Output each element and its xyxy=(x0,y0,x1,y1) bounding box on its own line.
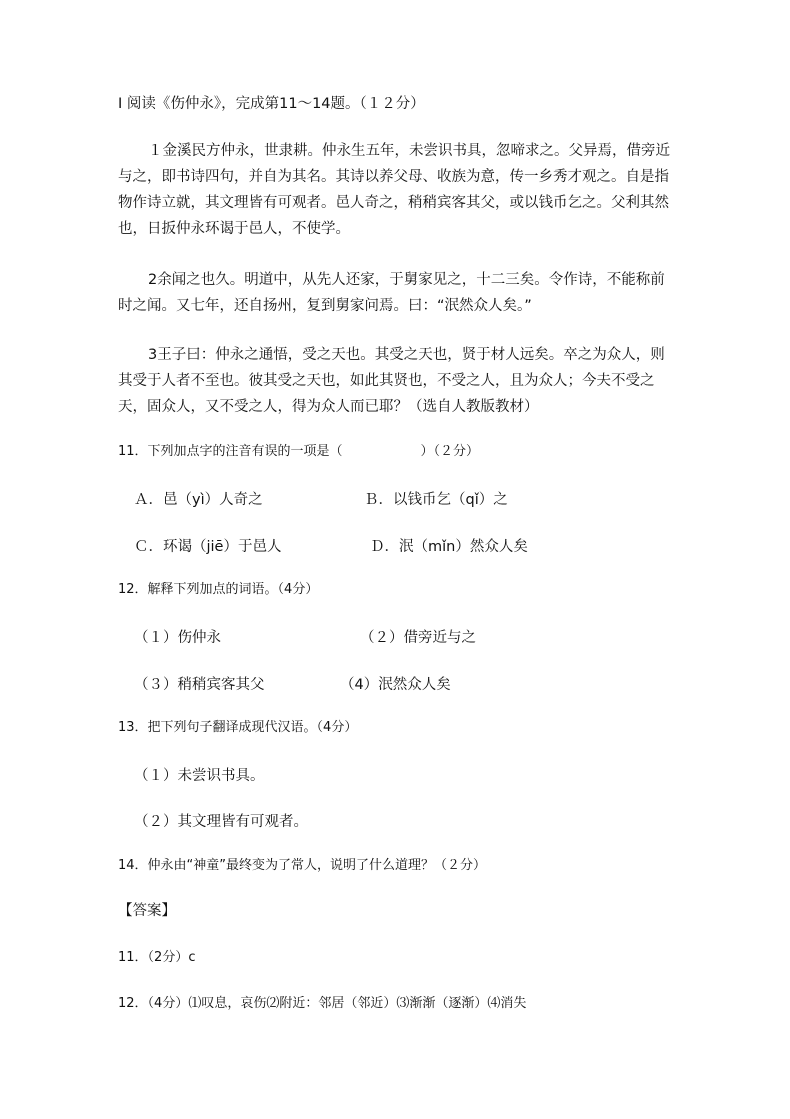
q12-stem: 12．解释下列加点的词语。（4分） xyxy=(118,582,319,597)
q11-option-d: Ｄ．泯（mǐn）然众人矣 xyxy=(370,539,528,555)
q13-stem: 13．把下列句子翻译成现代汉语。（4分） xyxy=(118,720,358,735)
q12-item-1: （１）伤仲永 xyxy=(134,630,221,646)
q11-option-a: Ａ．邑（yì）人奇之 xyxy=(134,492,263,508)
answer-12: 12．（4分）⑴叹息，哀伤⑵附近：邻居（邻近）⑶渐渐（逐渐）⑷消失 xyxy=(118,996,527,1011)
q11-option-b: Ｂ．以钱币乞（qǐ）之 xyxy=(364,492,508,508)
passage-paragraph-3 xyxy=(118,342,678,420)
passage-paragraph-2 xyxy=(118,267,678,319)
q11-option-c: Ｃ．环谒（jiē）于邑人 xyxy=(134,539,282,555)
q12-item-3: （３）稍稍宾客其父 xyxy=(134,677,265,693)
q13-item-2: （２）其文理皆有可观者。 xyxy=(134,814,308,830)
section-title: Ⅰ 阅读《伤仲永》，完成第11～14题。（１２分） xyxy=(118,96,425,112)
q14-stem: 14．仲永由“神童”最终变为了常人，说明了什么道理？（２分） xyxy=(118,858,487,873)
passage-p3-text: 3王子曰：仲永之通悟，受之天也。其受之天也，贤于材人远矣。卒之为众人，则其受于人者不至也。彼其受之天也，如此其贤也，不受之人，且为众人；今夫不受之天，固众人，又不受之人，得为众人而已耶？（选自人教版教材） xyxy=(118,347,665,415)
answers-header: 【答案】 xyxy=(118,903,176,919)
q11-stem: 11．下列加点字的注音有误的一项是（ ）（２分） xyxy=(118,444,480,459)
passage-p1-text: １金溪民方仲永，世隶耕。仲永生五年，未尝识书具，忽啼求之。父异焉，借旁近与之，即书诗四句，并自为其名。其诗以养父母、收族为意，传一乡秀才观之。自是指物作诗立就，其文理皆有可观者。邑人奇之，稍稍宾客其父，或以钱币乞之。父利其然也，日扳仲永环谒于邑人，不使学。 xyxy=(118,143,670,237)
q12-item-4: （4）泯然众人矣 xyxy=(340,677,451,693)
q12-item-2: （２）借旁近与之 xyxy=(360,630,476,646)
passage-p2-text: 2余闻之也久。明道中，从先人还家，于舅家见之，十二三矣。令作诗，不能称前时之闻。又七年，还自扬州，复到舅家问焉。曰：“泯然众人矣。” xyxy=(118,272,665,314)
passage-paragraph-1 xyxy=(118,138,678,242)
answer-11: 11．（2分）c xyxy=(118,950,196,965)
q13-item-1: （１）未尝识书具。 xyxy=(134,768,265,784)
